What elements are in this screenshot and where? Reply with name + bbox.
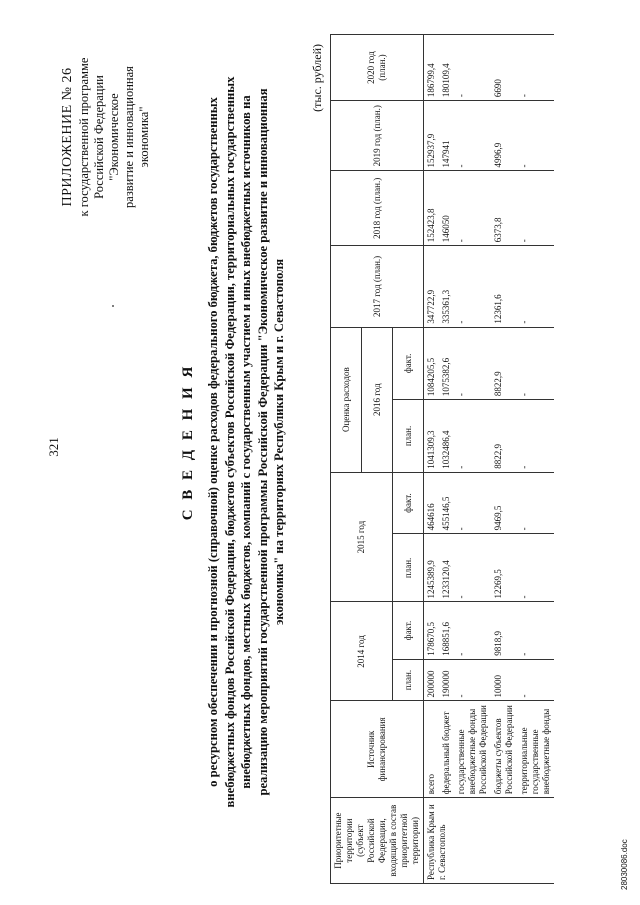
file-code: 28030086.doc xyxy=(620,839,629,890)
header-fact: факт. xyxy=(393,472,424,534)
header-source: Источник финансирования xyxy=(331,701,424,798)
value-cell: - xyxy=(454,35,491,101)
value-cell: - xyxy=(454,400,491,473)
value-cell: 1075382,6 xyxy=(439,327,454,400)
annex-line: Российской Федерации "Экономическое xyxy=(92,75,121,199)
value-cell: 8822,9 xyxy=(491,400,517,473)
value-cell: - xyxy=(454,659,491,701)
value-cell: 1233120,4 xyxy=(439,534,454,602)
value-cell: 1032486,4 xyxy=(439,400,454,473)
page-number: 321 xyxy=(46,437,61,457)
header-fact: факт. xyxy=(393,602,424,659)
value-cell: 152423,8 xyxy=(424,171,440,246)
value-cell: 4996,9 xyxy=(491,101,517,171)
value-cell: - xyxy=(454,534,491,602)
value-cell: 152937,9 xyxy=(424,101,440,171)
value-cell: 9818,9 xyxy=(491,602,517,659)
header-estimate: Оценка расходов xyxy=(331,327,362,472)
annex-block xyxy=(60,37,152,237)
title-block xyxy=(180,62,288,822)
value-cell: 1041309,3 xyxy=(424,400,440,473)
value-cell: 464616 xyxy=(424,472,440,534)
rotated-page xyxy=(0,2,636,902)
header-plan: план. xyxy=(393,400,424,473)
table-row xyxy=(424,35,440,884)
value-cell: 200000 xyxy=(424,659,440,701)
source-cell: территориальные государственные внебюджетные фонды xyxy=(517,701,554,798)
annex-line: к государственной программе xyxy=(77,57,91,217)
value-cell: 178670,5 xyxy=(424,602,440,659)
value-cell: 12361,6 xyxy=(491,246,517,327)
value-cell: 455146,5 xyxy=(439,472,454,534)
value-cell: 9469,5 xyxy=(491,472,517,534)
value-cell: - xyxy=(517,659,554,701)
source-cell: федеральный бюджет xyxy=(439,701,454,798)
value-cell: 147941 xyxy=(439,101,454,171)
value-cell: - xyxy=(517,171,554,246)
value-cell: 335361,3 xyxy=(439,246,454,327)
document-title: С В Е Д Е Н И Я xyxy=(180,363,196,521)
value-cell: - xyxy=(454,101,491,171)
value-cell: - xyxy=(454,472,491,534)
value-cell: - xyxy=(517,35,554,101)
annex-title: ПРИЛОЖЕНИЕ № 26 xyxy=(60,67,75,207)
value-cell: 190000 xyxy=(439,659,454,701)
value-cell: 347722,9 xyxy=(424,246,440,327)
header-2017: 2017 год (план.) xyxy=(331,246,424,327)
source-cell: бюджеты субъектов Российской Федерации xyxy=(491,701,517,798)
value-cell: 146050 xyxy=(439,171,454,246)
value-cell: 6690 xyxy=(491,35,517,101)
source-cell: всего xyxy=(424,701,440,798)
header-2019: 2019 год (план.) xyxy=(331,101,424,171)
table-row xyxy=(491,35,517,884)
value-cell: - xyxy=(517,472,554,534)
value-cell: - xyxy=(454,246,491,327)
value-cell: - xyxy=(517,534,554,602)
value-cell: - xyxy=(517,327,554,400)
header-2014: 2014 год xyxy=(331,602,393,701)
table-row xyxy=(439,35,454,884)
header-2020: 2020 год (план.) xyxy=(331,35,424,101)
header-fact: факт. xyxy=(393,327,424,400)
value-cell: - xyxy=(454,327,491,400)
value-cell: 186799,4 xyxy=(424,35,440,101)
value-cell: 1084205,5 xyxy=(424,327,440,400)
value-cell: - xyxy=(517,101,554,171)
value-cell: - xyxy=(454,602,491,659)
value-cell: - xyxy=(517,602,554,659)
value-cell: 1245389,9 xyxy=(424,534,440,602)
header-territory: Приоритетные территории (субъект Российской Федерации, входящий в состав приоритетной территории) xyxy=(331,798,424,884)
value-cell: - xyxy=(454,171,491,246)
value-cell: 10000 xyxy=(491,659,517,701)
value-cell: 168851,6 xyxy=(439,602,454,659)
territory-cell: Республика Крым и г. Севастополь xyxy=(424,798,555,884)
header-plan: план. xyxy=(393,534,424,602)
value-cell: - xyxy=(517,246,554,327)
value-cell: 180109,4 xyxy=(439,35,454,101)
value-cell: 6373,8 xyxy=(491,171,517,246)
value-cell: 12269,5 xyxy=(491,534,517,602)
table-row xyxy=(517,35,554,884)
document-subtitle: о ресурсном обеспечении и прогнозной (справочной) оценке расходов федерального бюджета, бюджетов государственных внебюджетных фондов Российской Федерации, бюджетов субъектов Российской Федерации, территориальных государственных внебюджетных фондов, местных бюджетов, компаний с государственным участием и иных внебюджетных источников на реализацию мероприятий государственной программы Российской Федерации "Экономическое развитие и инновационная экономика" на территориях Республики Крым и г. Севастополя xyxy=(206,76,287,808)
value-cell: 8822,9 xyxy=(491,327,517,400)
annex-line: развитие и инновационная экономика" xyxy=(122,66,151,208)
table-row xyxy=(454,35,491,884)
units-label: (тыс. рублей) xyxy=(310,44,324,112)
header-plan: план. xyxy=(393,659,424,701)
funding-table xyxy=(330,34,554,884)
source-cell: государственные внебюджетные фонды Российской Федерации xyxy=(454,701,491,798)
header-2016: 2016 год xyxy=(362,327,393,472)
header-2015: 2015 год xyxy=(331,472,393,602)
value-cell: - xyxy=(517,400,554,473)
speck xyxy=(112,305,114,307)
header-2018: 2018 год (план.) xyxy=(331,171,424,246)
